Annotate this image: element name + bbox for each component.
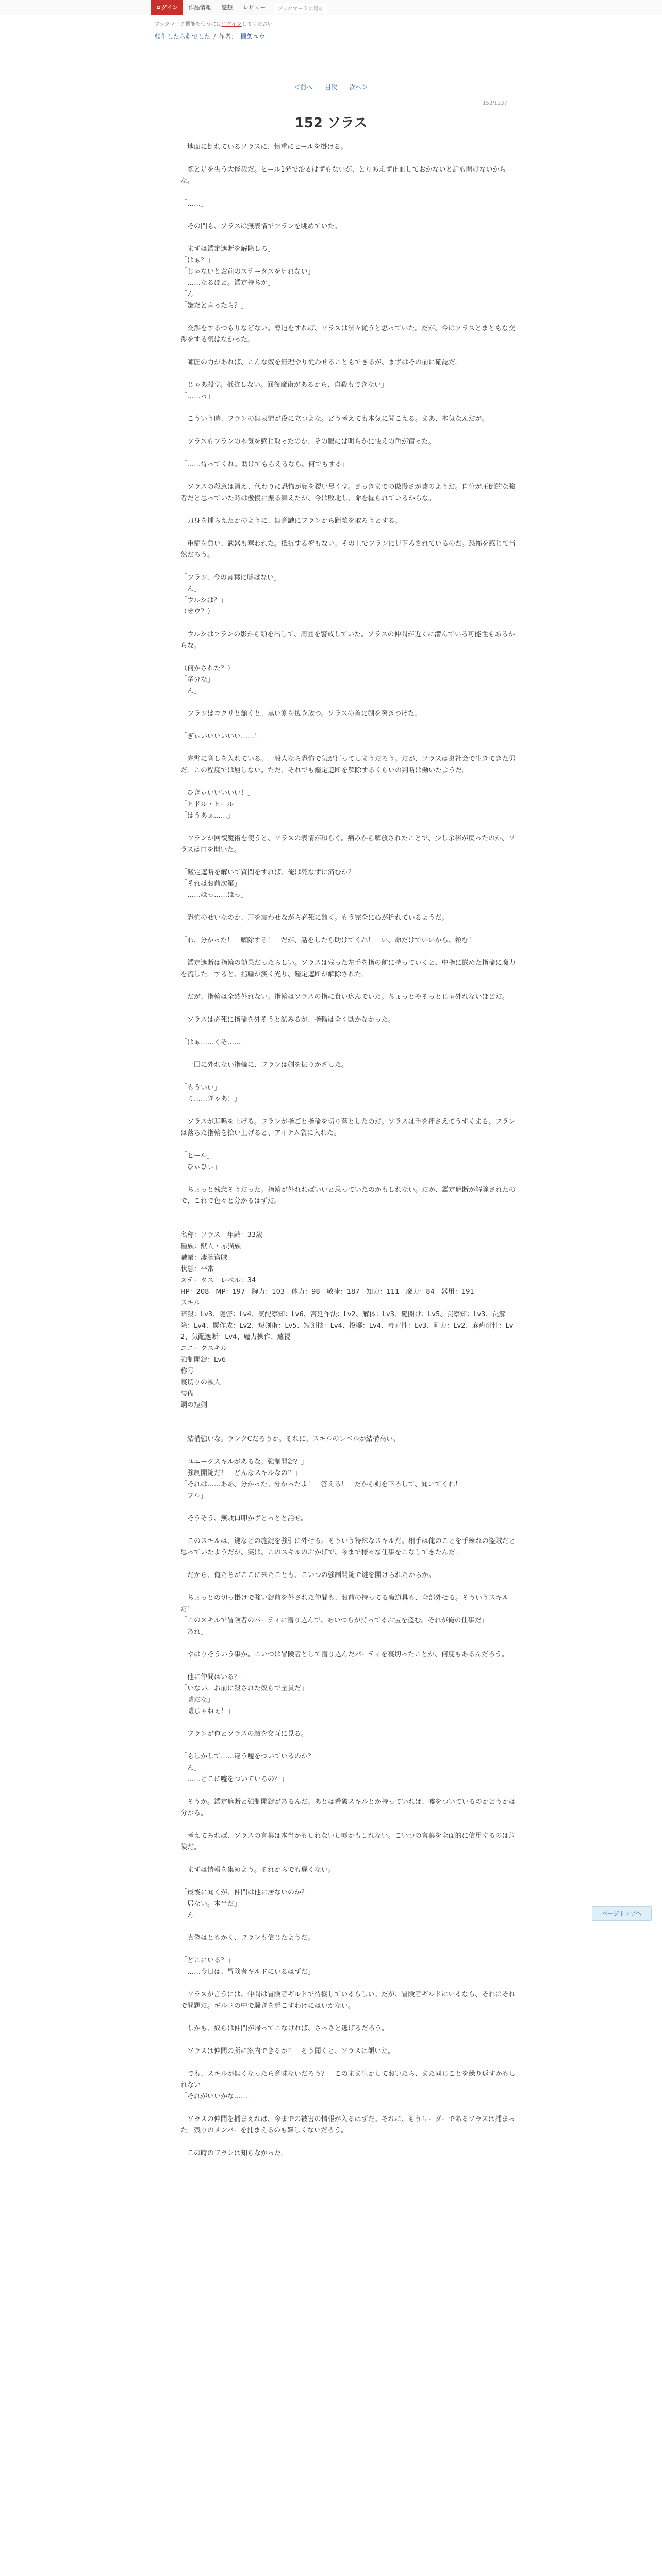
body-paragraph: ソラスの仲間を捕まえれば、今までの被害の情報が入るはずだ。それに、もうリーダーであるソラスは捕まった。残りのメンバーを捕まえるのも難しくないだろう。: [180, 2115, 515, 2134]
body-paragraph: 「……今日は、冒険者ギルドにいるはずだ」: [180, 1968, 315, 1976]
body-paragraph: 「それは……ああ、分かった。分かったよ！ 答える！ だから剣を下ろして、聞いてくれ！」: [180, 1481, 469, 1488]
body-paragraph: ソラスの殺意は消え、代わりに恐怖が顔を覆い尽くす。さっきまでの傲慢さが嘘のようだ。自分が圧倒的な強者だと思っていた時は傲慢に振る舞えたが、今は敗北し、命を握られているからな。: [180, 483, 516, 502]
body-paragraph: [180, 1105, 516, 1116]
body-paragraph: 「フラン、今の言葉に嘘はない」: [180, 574, 280, 582]
body-paragraph: だから、俺たちがここに来たことも、こいつの強制開錠で鍵を開けられたからか。: [180, 1571, 436, 1579]
body-paragraph: フランが回復魔術を使うと、ソラスの表情が和らぐ。痛みから解放されたことで、少し余裕が戻ったのか、ソラスは口を開いた。: [180, 835, 516, 854]
body-paragraph: 「……なるほど。鑑定持ちか」: [180, 279, 275, 287]
body-paragraph: 「はぁ？」: [180, 257, 214, 264]
body-paragraph: 刀身を捕らえたかのように、無意識にフランから距離を取ろうとする。: [180, 517, 402, 525]
body-paragraph: [180, 652, 516, 663]
body-paragraph: 地面に倒れているソラスに、慎重にヒールを掛ける。: [180, 143, 347, 151]
chapter-title: 152 ソラス: [294, 115, 368, 131]
login-notice: [155, 20, 278, 27]
body-paragraph: 装備: [180, 1390, 194, 1398]
body-paragraph: [180, 402, 516, 414]
body-paragraph: 交渉をするつもりなどない。脅迫をすれば、ソラスは渋々従うと思っていた。だが、今はソラスとまともな交渉をする気はなかった。: [180, 325, 516, 344]
body-paragraph: そうか。鑑定遮断と強制開錠があるんだ。あとは看破スキルとか持っていれば、嘘をついているのかどうかは分かる。: [180, 1798, 516, 1817]
top-navigation: [0, 0, 662, 15]
notice-suffix: してください。: [241, 22, 278, 27]
body-paragraph: [180, 720, 516, 731]
body-paragraph: ステータス レベル：34: [180, 1277, 256, 1284]
body-paragraph: 「嫌だと言ったら？」: [180, 302, 248, 310]
body-paragraph: [180, 1558, 516, 1570]
body-paragraph: その間も、ソラスは無表情でフランを眺めていた。: [180, 223, 341, 230]
body-paragraph: [180, 1139, 516, 1150]
body-paragraph: 「……待ってくれ。助けてもらえるなら、何でもする」: [180, 461, 349, 468]
body-paragraph: 「最後に聞くが、仲間は他に居ないのか？」: [180, 1889, 315, 1896]
body-paragraph: [180, 470, 516, 482]
body-paragraph: フランはコクリと頷くと、黒い剣を抜き放つ。ソラスの首に剣を突きつけた。: [180, 710, 422, 718]
login-button[interactable]: ログイン: [151, 0, 183, 15]
body-paragraph: ちょっと残念そうだった。指輪が外れればいいと思っていたのかもしれない。だが、鑑定遮断が解除されたので、これで色々と分かるはずだ。: [180, 1186, 516, 1205]
body-paragraph: ユニークスキル: [180, 1345, 227, 1352]
body-paragraph: ソラスは仲間の所に案内できるか？ そう聞くと、ソラスは頷いた。: [180, 2047, 395, 2055]
body-paragraph: [180, 1944, 516, 1955]
body-paragraph: 職業：凄腕盗賊: [180, 1254, 228, 1262]
body-paragraph: 鑑定遮断は指輪の効果だったらしい。ソラスは残った左手を指の前に持っていくと、中指に嵌めた指輪に魔力を流した。すると、指輪が淡く光り、鑑定遮断が解除された。: [180, 959, 516, 978]
body-paragraph: 「ちょっとの切っ掛けで強い錠前を外された仲間も、お前の持ってる魔道具も、全部外せる。そういうスキルだ！」: [180, 1594, 509, 1613]
body-paragraph: 「ん」: [180, 1764, 201, 1772]
body-paragraph: 状態：平常: [180, 1265, 214, 1273]
author-link[interactable]: 棚架ユウ: [240, 33, 266, 40]
body-paragraph: [180, 561, 516, 572]
body-paragraph: [180, 618, 516, 629]
body-paragraph: 「まずは鑑定遮断を解除しろ」: [180, 245, 275, 253]
body-paragraph: そうそう、無駄口叩かずとっとと話せ。: [180, 1515, 308, 1522]
body-paragraph: [180, 1502, 516, 1513]
body-paragraph: [180, 901, 516, 912]
body-paragraph: こういう時、フランの無表情が役に立つよな。どう考えても本気に聞こえる。まあ、本気なんだが。: [180, 415, 489, 423]
body-paragraph: [180, 1207, 516, 1218]
body-paragraph: 「じゃあ殺す。抵抗しない。回復魔術があるから、自殺もできない」: [180, 381, 388, 389]
body-paragraph: 「このスキルは、鍵などの施錠を強引に外せる。そういう特殊なスキルだ。相手は俺のことを手練れの盗賊だと思っていたようだが、実は、このスキルのおかげで、今まで様々な仕事をこなしてきたんだ」: [180, 1537, 516, 1556]
body-paragraph: [180, 856, 516, 867]
body-paragraph: 「他に仲間はいる？」: [180, 1673, 248, 1681]
body-paragraph: 「嘘だな」: [180, 1696, 214, 1704]
body-paragraph: 「ユニークスキルがあるな。強制開錠？」: [180, 1458, 308, 1466]
body-paragraph: [180, 2057, 516, 2069]
body-paragraph: [180, 924, 516, 935]
body-paragraph: ソラスが悲鳴を上げる。フランが指ごと指輪を切り落としたのだ。ソラスは手を押さえてうずくまる。フランは落ちた指輪を拾い上げると、アイテム袋に入れた。: [180, 1118, 516, 1137]
body-paragraph: [180, 1071, 516, 1082]
body-paragraph: だが、指輪は全然外れない。指輪はソラスの指に食い込んでいた。ちょっとやそっとじゃ外れないほどだ。: [180, 993, 509, 1001]
body-paragraph: [180, 504, 516, 516]
body-paragraph: 「ぎぃいいいいいい……！」: [180, 733, 268, 740]
body-paragraph: 完璧に脅しを入れている。一般人なら恐怖で気が狂ってしまうだろう。だが、ソラスは裏社会で生きてきた男だ。この程度では屈しない。ただ、それでも鑑定遮断を解除するくらいの判断は働いたようだ。: [180, 755, 516, 774]
body-paragraph: 裏切りの獣人: [180, 1379, 221, 1386]
body-paragraph: [180, 1173, 516, 1184]
body-paragraph: ソラスは必死に指輪を外そうと試みるが、指輪は全く動かなかった。: [180, 1016, 395, 1024]
notice-prefix: ブックマーク機能を使うには: [155, 22, 222, 27]
body-paragraph: [180, 742, 516, 754]
notice-login-link[interactable]: ログイン: [221, 22, 242, 27]
comments-link[interactable]: 感想: [221, 4, 233, 11]
body-paragraph: 「……」: [180, 200, 208, 208]
body-paragraph: 「はうあぁ……」: [180, 812, 234, 820]
body-paragraph: [180, 346, 516, 357]
body-paragraph: 考えてみれば、ソラスの言葉は本当かもしれないし嘘かもしれない。こいつの言葉を全面的に信用するのは危険だ。: [180, 1832, 516, 1851]
body-paragraph: 名称：ソラス 年齢：33歳: [180, 1231, 263, 1239]
body-paragraph: 鋼の短剣: [180, 1401, 208, 1409]
body-paragraph: しかも、奴らは仲間が帰ってこなければ、さっさと逃げるだろう。: [180, 2025, 389, 2032]
body-paragraph: ウルシはフランの影から頭を出して、周囲を警戒していた。ソラスの仲間が近くに潜んでいる可能性もあるからな。: [180, 631, 515, 650]
body-paragraph: 「ん」: [180, 291, 201, 298]
body-paragraph: [180, 1921, 516, 1933]
body-paragraph: 「ヒドル・ヒール」: [180, 801, 241, 808]
body-paragraph: [180, 527, 516, 538]
body-paragraph: 「ん」: [180, 687, 201, 695]
body-paragraph: スキル: [180, 1299, 201, 1307]
body-paragraph: 「……ほっ……ほっ」: [180, 891, 248, 899]
body-paragraph: 「……っ」: [180, 393, 214, 400]
body-paragraph: [180, 1422, 516, 1434]
body-paragraph: 「このスキルで冒険者のパーティに潜り込んで、あいつらが持ってるお宝を盗む。それが俺の仕事だ」: [180, 1617, 488, 1624]
work-title-link[interactable]: 転生したら剣でした: [155, 33, 211, 40]
body-paragraph: 「ウルシは？」: [180, 597, 227, 604]
body-paragraph: 重症を負い、武器も奪われた。抵抗する術もない。その上でフランに見下ろされているのだ。恐怖を感じて当然だろう。: [180, 540, 516, 559]
body-paragraph: [180, 187, 516, 198]
works-info-link[interactable]: 作品情報: [188, 4, 211, 11]
body-paragraph: [180, 232, 516, 244]
body-paragraph: この時のフランは知らなかった。: [180, 2149, 288, 2157]
body-paragraph: [180, 1524, 516, 1536]
breadcrumb-separator: /: [213, 32, 216, 40]
body-paragraph: 「……どこに嘘をついているの？」: [180, 1775, 288, 1783]
body-paragraph: HP：208 MP：197 腕力：103 体力：98 敏捷：187 知力：111 魔力：84 器用：191: [180, 1288, 474, 1296]
body-paragraph: まずは情報を集めよう。それからでも遅くない。: [180, 1866, 335, 1874]
body-paragraph: [180, 1218, 516, 1230]
body-paragraph: [180, 2012, 516, 2023]
body-paragraph: 「わ、分かった！ 解除する！ だが、話をしたら助けてくれ！ い、命だけでいいから、頼む！」: [180, 937, 482, 944]
body-paragraph: 真偽はともかく、フランも信じたようだ。: [180, 1934, 315, 1942]
body-paragraph: 「ブル」: [180, 1492, 207, 1500]
author-label: 作者：: [219, 33, 238, 40]
body-paragraph: [180, 1717, 516, 1728]
body-paragraph: [180, 1638, 516, 1649]
body-paragraph: 一回に外れない指輪に、フランは剣を振りかざした。: [180, 1061, 349, 1069]
body-paragraph: ソラスが言うには、仲間は冒険者ギルドで待機しているらしい。だが、冒険者ギルドにいるなら、それはそれで問題だ。ギルドの中で騒ぎを起こすわけにはいかない。: [180, 1991, 516, 2010]
body-paragraph: 「ん」: [180, 585, 201, 593]
body-paragraph: ソラスもフランの本気を感じ取ったのか、その眼には明らかに怯えの色が宿った。: [180, 438, 435, 446]
body-paragraph: 種族：獣人・赤猫族: [180, 1243, 241, 1250]
body-paragraph: 「それはお前次第」: [180, 880, 241, 888]
body-paragraph: [180, 1411, 516, 1422]
pager-top: [0, 82, 662, 91]
body-paragraph: やはりそういう事か。こいつは冒険者として潜り込んだパーティを裏切ったことが、何度もあるんだろう。: [180, 1651, 508, 1658]
body-paragraph: 恐怖のせいなのか、声を震わせながら必死に頷く。もう完全に心が折れているようだ。: [180, 914, 449, 922]
body-paragraph: [180, 153, 516, 164]
body-paragraph: 「じゃないとお前のステータスを見れない」: [180, 268, 315, 276]
body-paragraph: 「ひぎぃいいいいい！」: [180, 789, 255, 797]
body-paragraph: 「ひぃひぃ」: [180, 1163, 221, 1171]
reviews-link[interactable]: レビュー: [243, 4, 266, 11]
body-paragraph: 「ミ……ぎゃあ！」: [180, 1095, 241, 1103]
body-paragraph: [180, 1445, 516, 1456]
body-paragraph: 「いない。お前に殺された奴らで全員だ」: [180, 1685, 308, 1692]
body-paragraph: 「鑑定遮断を解いて質問をすれば、俺は死なずに済むか？」: [180, 869, 362, 876]
body-paragraph: [180, 2103, 516, 2114]
page-top-button[interactable]: ページトップへ: [592, 1906, 652, 1921]
body-paragraph: 「ヒール」: [180, 1152, 214, 1160]
prev-link[interactable]: ＜前へ: [294, 83, 313, 91]
body-paragraph: 「どこにいる？」: [180, 1957, 235, 1964]
body-paragraph: 称号: [180, 1367, 194, 1375]
body-paragraph: 「居ない。本当だ」: [180, 1900, 241, 1908]
body-paragraph: [180, 2035, 516, 2046]
body-paragraph: 「多分な」: [180, 676, 214, 684]
toc-link[interactable]: 目次: [324, 83, 337, 91]
body-paragraph: [180, 368, 516, 380]
body-paragraph: 「嘘じゃねぇ！」: [180, 1707, 235, 1715]
novel-body: [180, 142, 516, 2159]
body-paragraph: [180, 1048, 516, 1060]
body-paragraph: 結構強いな。ランクCだろうか。それに、スキルのレベルが結構高い。: [180, 1435, 400, 1443]
body-paragraph: 師匠の力があれば、こんな奴を無理やり従わせることもできるが、まずはその前に確認だ。: [180, 359, 462, 366]
breadcrumb: [155, 32, 265, 41]
body-paragraph: 暗殺：Lv3、隠密：Lv4、気配察知：Lv6、宮廷作法：Lv2、解体：Lv3、鍵開け：Lv5、罠察知：Lv3、罠解除：Lv4、罠作成：Lv2、短剣術：Lv5、短剣技：Lv4、投擲：Lv4、毒耐性：Lv3、剛力：Lv2、麻痺耐性：Lv2、気配遮断：Lv4、魔力操作、遠視: [180, 1311, 514, 1341]
body-paragraph: [180, 1660, 516, 1672]
body-paragraph: 「はぁ……くそ……」: [180, 1039, 248, 1046]
body-paragraph: 強制開錠：Lv6: [180, 1356, 226, 1364]
body-paragraph: [180, 210, 516, 221]
body-paragraph: [180, 946, 516, 958]
body-paragraph: 腕と足を失う大怪我だ。ヒール1発で治るはずもないが、とりあえず止血しておかないと話も聞けないからな。: [180, 166, 506, 185]
body-paragraph: [180, 1740, 516, 1751]
body-paragraph: [180, 448, 516, 459]
body-paragraph: 「もういい」: [180, 1084, 221, 1092]
body-paragraph: 「もしかして……違う嘘をついているのか？」: [180, 1753, 322, 1760]
body-paragraph: [180, 1581, 516, 1592]
body-paragraph: [180, 1785, 516, 1797]
body-paragraph: [180, 1819, 516, 1831]
body-paragraph: [180, 822, 516, 833]
body-paragraph: （何かされた？）: [180, 665, 235, 672]
body-paragraph: （オウ？）: [180, 608, 214, 616]
episode-number: 153/1237: [483, 100, 507, 106]
body-paragraph: フランが俺とソラスの顔を交互に見る。: [180, 1730, 308, 1738]
body-paragraph: [180, 2137, 516, 2148]
body-paragraph: [180, 697, 516, 708]
body-paragraph: [180, 1003, 516, 1014]
body-paragraph: [180, 1978, 516, 1989]
body-paragraph: 「あれ」: [180, 1628, 208, 1636]
body-paragraph: [180, 980, 516, 992]
body-paragraph: [180, 312, 516, 323]
body-paragraph: 「それがいいかな……」: [180, 2093, 255, 2100]
body-paragraph: 「強制開錠だ！ どんなスキルなの？」: [180, 1469, 301, 1477]
body-paragraph: 「でも、スキルが無くなったら意味ないだろう？ このまま生かしておいたら、また同じことを繰り返すかもしれない」: [180, 2070, 516, 2089]
body-paragraph: [180, 425, 516, 436]
next-link[interactable]: 次へ＞: [349, 83, 368, 91]
body-paragraph: [180, 1853, 516, 1865]
bookmark-button[interactable]: ブックマークに追加: [274, 3, 327, 13]
body-paragraph: 「ん」: [180, 1911, 201, 1919]
body-paragraph: [180, 1026, 516, 1037]
body-paragraph: [180, 1876, 516, 1887]
body-paragraph: [180, 776, 516, 788]
